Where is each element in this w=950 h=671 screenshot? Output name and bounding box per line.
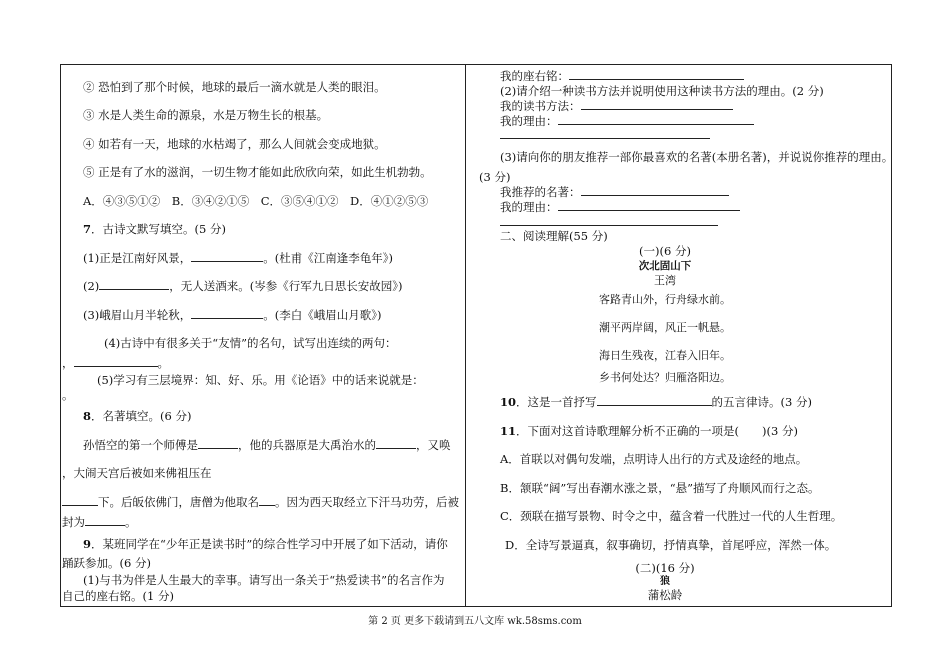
poem-line-2: 潮平两岸阔，风正一帆悬。 — [599, 321, 731, 334]
q7-item-2: (2) ，无人送酒来。(岑参《行军九日思长安故园》) — [83, 279, 403, 293]
option-d: D．全诗写景逼真，叙事确切，抒情真挚，首尾呼应，浑然一体。 — [505, 538, 837, 552]
answer-blank[interactable] — [597, 395, 712, 406]
q8-line-4: 封为 。 — [62, 515, 137, 529]
q9-item-1-cont: 自己的座右铭。(1 分) — [62, 589, 174, 603]
reason-field: 我的理由： — [500, 114, 754, 128]
section-2-heading: 二、阅读理解(55 分) — [500, 229, 608, 243]
q9-item-3: (3)请向你的朋友推荐一部你最喜欢的名著(本册名著)，并说说你推荐的理由。 — [500, 150, 894, 164]
option-3: ③ 水是人类生命的源泉，水是万物生长的根基。 — [83, 108, 329, 122]
passage-2-title: 狼 — [660, 576, 670, 587]
q8-line-1: 孙悟空的第一个师傅是 ，他的兵器原是大禹治水的 ，又唤 — [83, 438, 451, 452]
column-divider — [465, 64, 466, 607]
reason2-field: 我的理由： — [500, 200, 740, 214]
answer-blank[interactable] — [259, 495, 275, 506]
passage-2-heading: (二)(16 分) — [635, 561, 695, 575]
q7-item-1: (1)正是江南好风景， 。(杜甫《江南逢李龟年》) — [83, 251, 394, 265]
reason2-blank[interactable] — [558, 200, 740, 211]
option-4: ④ 如若有一天，地球的水枯竭了，那么人间就会变成地狱。 — [83, 137, 386, 151]
poem-author: 王湾 — [654, 274, 676, 287]
passage-1-heading: (一)(6 分) — [639, 244, 691, 258]
question-8: 8．名著填空。(6 分) — [83, 409, 192, 423]
motto-field: 我的座右铭： — [500, 69, 744, 83]
motto-blank[interactable] — [569, 69, 744, 80]
question-11: 11．下面对这首诗歌理解分析不正确的一项是( )(3 分) — [500, 424, 798, 438]
recommend-field: 我推荐的名著： — [500, 185, 729, 199]
option-2: ② 恐怕到了那个时候，地球的最后一滴水就是人类的眼泪。 — [83, 80, 386, 94]
answer-blank[interactable] — [191, 308, 263, 319]
recommend-blank[interactable] — [581, 185, 729, 196]
answer-blank[interactable] — [62, 495, 98, 506]
q7-item-4-answer: ， 。 — [62, 356, 169, 370]
answer-choices: A．④③⑤①② B．③④②①⑤ C．③⑤④①② D．④①②⑤③ — [83, 194, 429, 208]
option-a: A．首联以对偶句发端，点明诗人出行的方式及途经的地点。 — [500, 452, 808, 466]
q7-item-3: (3)峨眉山月半轮秋， 。(李白《峨眉山月歌》) — [83, 308, 382, 322]
question-9-cont: 踊跃参加。(6 分) — [62, 556, 151, 570]
option-5: ⑤ 正是有了水的滋润，一切生物才能如此欣欣向荣，如此生机勃勃。 — [83, 165, 432, 179]
reason2-blank[interactable] — [500, 215, 718, 226]
method-field: 我的读书方法： — [500, 99, 733, 113]
q7-item-5-answer: 。 — [62, 388, 74, 402]
q8-line-3: 下。后皈依佛门，唐僧为他取名 。因为西天取经立下汗马功劳，后被 — [62, 495, 459, 509]
q7-item-4: (4)古诗中有很多关于“友情”的名句，试写出连续的两句： — [104, 336, 397, 350]
passage-2-author: 蒲松龄 — [647, 588, 683, 602]
question-10: 10．这是一首抒写 的五言律诗。(3 分) — [500, 395, 812, 409]
q7-item-5: (5)学习有三层境界：知、好、乐。用《论语》中的话来说就是： — [97, 373, 424, 387]
q9-item-2: (2)请介绍一种读书方法并说明使用这种读书方法的理由。(2 分) — [500, 84, 824, 98]
reason2-line-2 — [500, 215, 718, 229]
answer-blank[interactable] — [74, 356, 158, 367]
page-footer: 第 2 页 更多下载请到五八文库 wk.58sms.com — [368, 616, 582, 627]
q9-item-1: (1)与书为伴是人生最大的幸事。请写出一条关于“热爱读书”的名言作为 — [83, 573, 445, 587]
answer-blank[interactable] — [191, 251, 263, 262]
option-b: B．颔联“阔”写出春潮水涨之景，“悬”描写了舟顺风而行之态。 — [500, 481, 820, 495]
answer-blank[interactable] — [85, 515, 125, 526]
poem-line-1: 客路青山外，行舟绿水前。 — [599, 293, 731, 306]
poem-line-4: 乡书何处达？归雁洛阳边。 — [599, 371, 731, 384]
method-blank[interactable] — [581, 99, 733, 110]
answer-blank[interactable] — [376, 438, 416, 449]
poem-title: 次北固山下 — [638, 260, 692, 272]
poem-line-3: 海日生残夜，江春入旧年。 — [599, 349, 731, 362]
option-c: C．颈联在描写景物、时令之中，蕴含着一代胜过一代的人生哲理。 — [500, 509, 843, 523]
q9-item-3-score: (3 分) — [479, 170, 511, 184]
answer-blank[interactable] — [198, 438, 238, 449]
q8-line-2: ，大闹天宫后被如来佛祖压在 — [62, 466, 212, 480]
reason-blank[interactable] — [558, 114, 754, 125]
question-9: 9．某班同学在“少年正是读书时”的综合性学习中开展了如下活动，请你 — [83, 537, 448, 551]
reason-blank[interactable] — [500, 128, 710, 139]
answer-blank[interactable] — [99, 279, 169, 290]
question-7: 7．古诗文默写填空。(5 分) — [83, 222, 226, 236]
reason-line-2 — [500, 128, 710, 142]
